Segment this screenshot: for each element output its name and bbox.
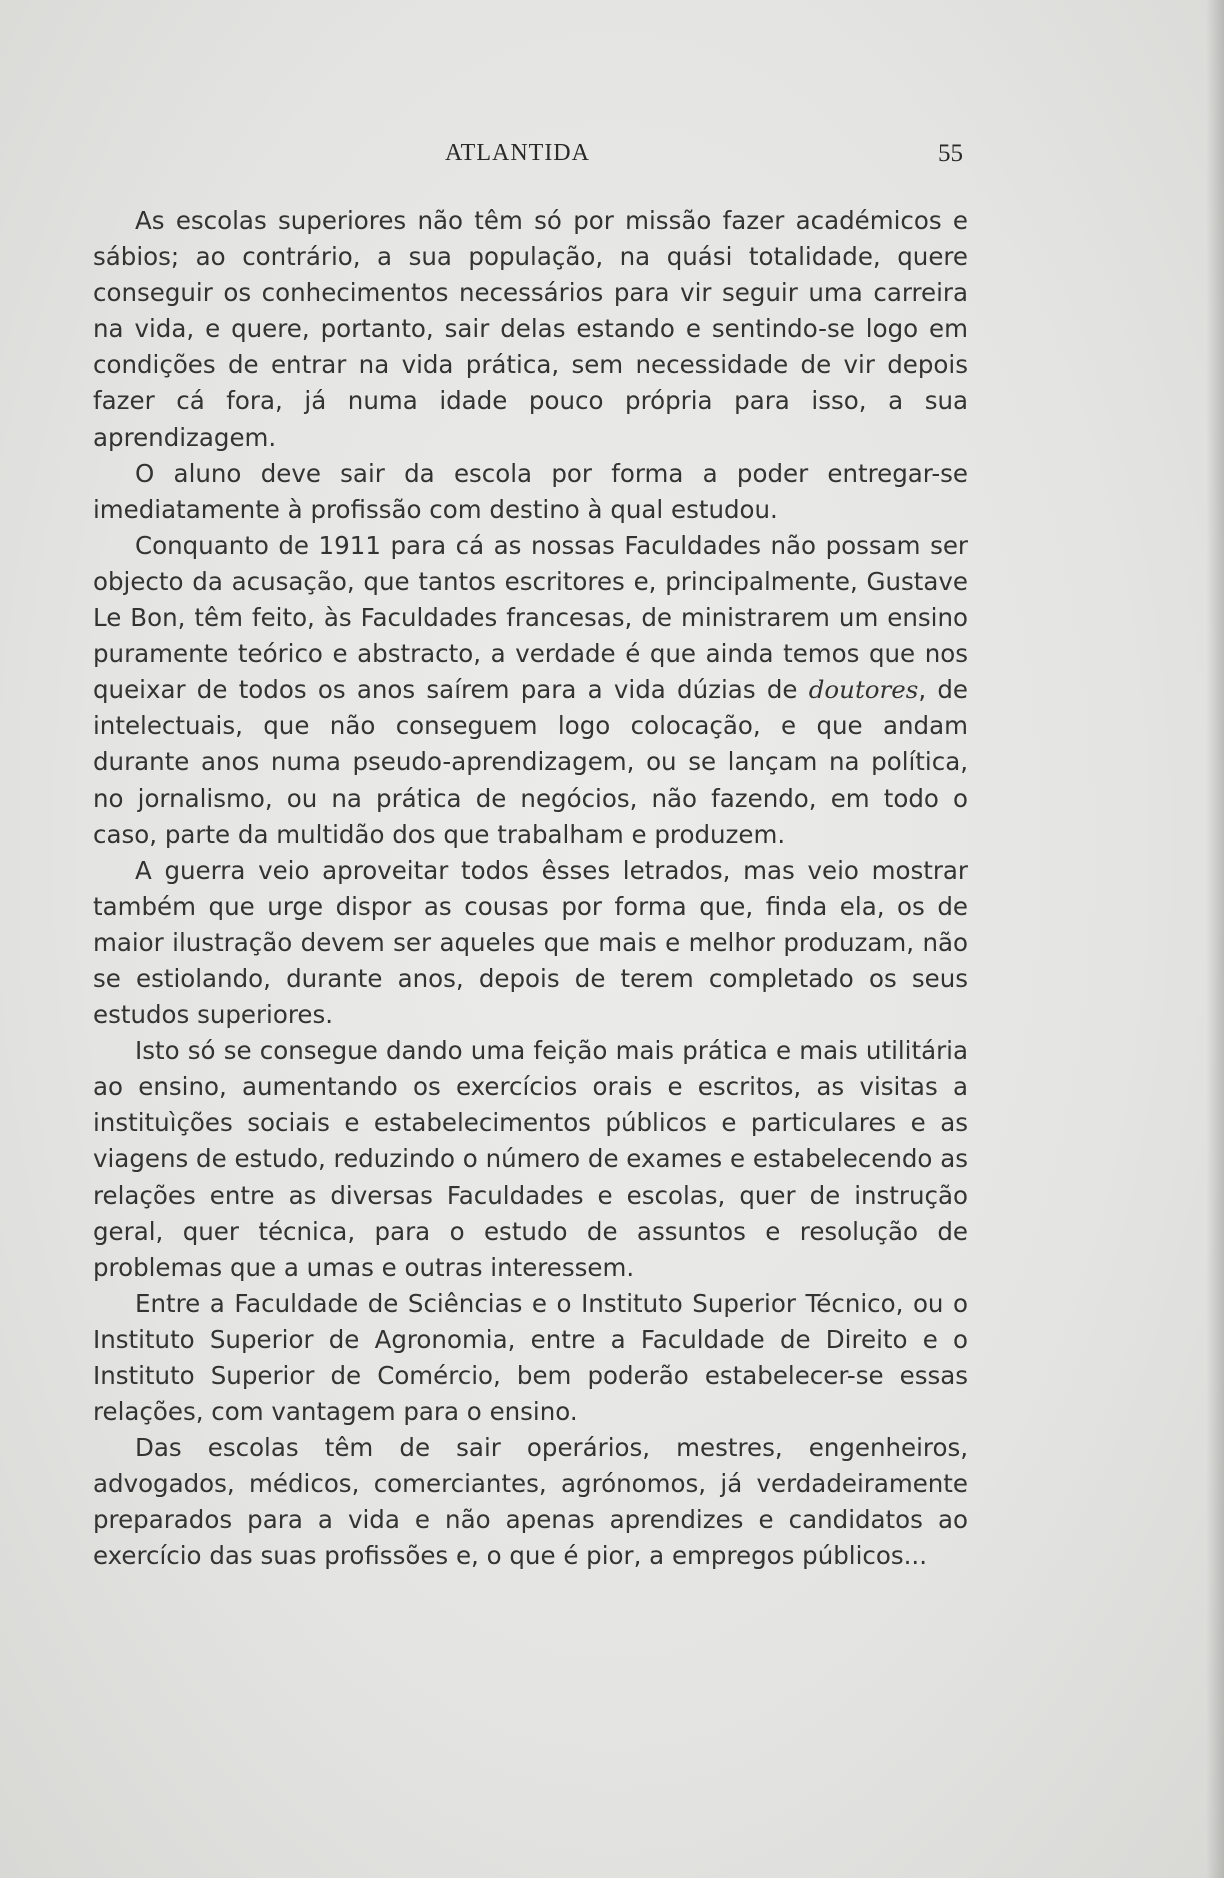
page-edge-shadow xyxy=(1206,0,1224,1878)
paragraph xyxy=(93,1033,968,1286)
paragraph-text: As escolas superiores não têm só por missão fazer académicos e sábios; ao contrário, a sua população, na quási totalidade, quere conseguir os conhecimentos necessários para vir seguir uma carreira na vida, e quere, portanto, sair delas estando e sentindo-se logo em condições de entrar na vida prática, sem necessidade de vir depois fazer cá fora, já numa idade pouco própria para isso, a sua aprendizagem. xyxy=(93,206,968,452)
page-header xyxy=(93,140,963,176)
paragraph-text: Das escolas têm de sair operários, mestres, engenheiros, advogados, médicos, comerciantes, agrónomos, já verdadeiramente preparados para a vida e não apenas aprendizes e candidatos ao exercício das suas profissões e, o que é pior, a empregos públicos... xyxy=(93,1433,968,1571)
paragraph xyxy=(93,1286,968,1430)
paragraph xyxy=(93,203,968,456)
paragraph-text: , de intelectuais, que não conseguem logo colocação, e que andam durante anos numa pseudo-aprendizagem, ou se lançam na política, no jornalismo, ou na prática de negócios, não fazendo, em todo o caso, parte da multidão dos que trabalham e produzem. xyxy=(93,675,969,849)
paragraph xyxy=(93,1430,968,1574)
page-number: 55 xyxy=(938,140,963,167)
paragraph-text: Isto só se consegue dando uma feição mais prática e mais utilitária ao ensino, aumentando os exercícios orais e escritos, as visitas a instituìções sociais e estabelecimentos públicos e particulares e as viagens de estudo, reduzindo o número de exames e estabelecendo as relações entre as diversas Faculdades e escolas, quer de instrução geral, quer técnica, para o estudo de assuntos e resolução de problemas que a umas e outras interessem. xyxy=(93,1036,968,1282)
body-text xyxy=(93,203,968,1575)
paragraph-text: Entre a Faculdade de Sciências e o Instituto Superior Técnico, ou o Instituto Superior de Agronomia, entre a Faculdade de Direito e o Instituto Superior de Comércio, bem poderão estabelecer-se essas relações, com vantagem para o ensino. xyxy=(93,1288,968,1427)
paragraph-text: A guerra veio aproveitar todos êsses letrados, mas veio mostrar também que urge dispor as cousas por forma que, finda ela, os de maior ilustração devem ser aqueles que mais e melhor produzam, não se estiolando, durante anos, depois de terem completado os seus estudos superiores. xyxy=(93,855,968,1030)
paragraph xyxy=(93,528,968,853)
paragraph xyxy=(93,853,968,1033)
italic-text: doutores xyxy=(808,675,919,705)
paragraph-text: O aluno deve sair da escola por forma a poder entregar-se imediatamente à profissão com destino à qual estudou. xyxy=(93,458,968,524)
running-title: ATLANTIDA xyxy=(445,140,590,166)
paragraph xyxy=(93,456,968,528)
paragraph-text: Conquanto de 1911 para cá as nossas Faculdades não possam ser objecto da acusação, que tantos escritores e, principalmente, Gustave Le Bon, têm feito, às Faculdades francesas, de ministrarem um ensino puramente teórico e abstracto, a verdade é que ainda temos que nos queixar de todos os anos saírem para a vida dúzias de xyxy=(93,530,968,705)
